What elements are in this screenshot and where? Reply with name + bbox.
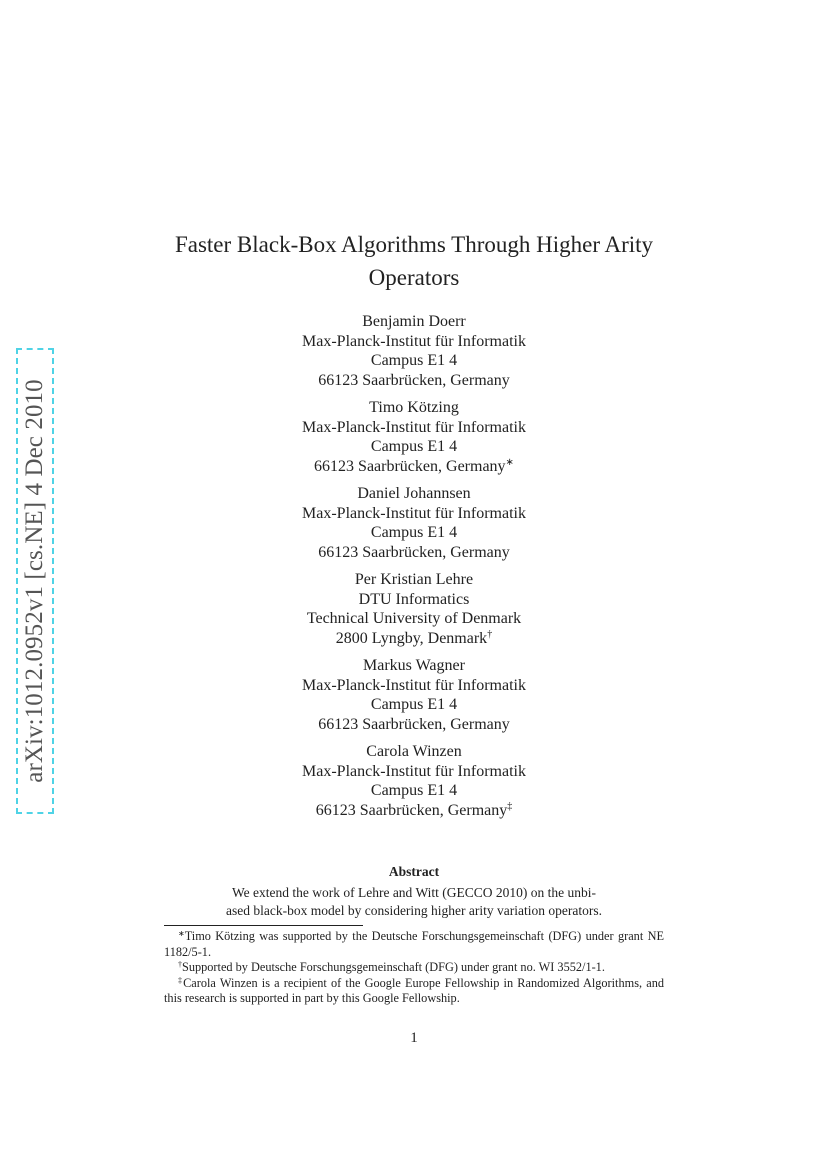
footnote-mark: ‡ [178,975,184,985]
author-affiliation: Max-Planck-Institut für Informatik [302,762,526,780]
author-affiliation: Max-Planck-Institut für Informatik [302,418,526,436]
author-block [200,312,628,390]
footnote-text: Supported by Deutsche Forschungsgemeinschaft (DFG) under grant no. WI 3552/1-1. [182,960,605,974]
author-address: Campus E1 4 [370,782,458,799]
author-affiliation: Max-Planck-Institut für Informatik [302,332,526,350]
page-number: 1 [410,1030,418,1046]
author-name: Daniel Johannsen [357,485,471,502]
abstract-line-1: We extend the work of Lehre and Witt (GECCO 2010) on the unbi- [231,885,597,900]
paper-title [150,228,678,294]
author-block [200,656,628,734]
arxiv-stamp [16,348,54,814]
author-list [200,312,628,828]
author-name: Markus Wagner [363,657,465,674]
footnote-mark: ∗ [178,929,185,938]
author-affiliation: Max-Planck-Institut für Informatik [302,504,526,522]
author-block [200,484,628,562]
author-city: 66123 Saarbrücken, Germany∗ [314,456,514,475]
author-block [200,570,628,648]
author-city: 2800 Lyngby, Denmark† [335,628,493,647]
author-block [200,742,628,820]
author-city: 66123 Saarbrücken, Germany [318,543,510,561]
footnote [164,929,664,960]
footnotes [164,929,664,1007]
footnote-mark: ‡ [507,800,513,812]
footnote-mark: ∗ [505,456,514,468]
author-city: 66123 Saarbrücken, Germany [318,715,510,733]
arxiv-identifier: arXiv:1012.0952v1 [cs.NE] 4 Dec 2010 [21,379,48,783]
author-affiliation: DTU Informatics [358,590,470,608]
footnote-mark: † [178,960,182,969]
footnote [164,960,664,976]
author-name: Per Kristian Lehre [354,571,474,588]
abstract-line-2: ased black-box model by considering higher arity variation operators. [225,903,602,918]
author-city: 66123 Saarbrücken, Germany‡ [315,800,513,819]
author-address: Campus E1 4 [370,696,458,713]
abstract-heading: Abstract [388,864,440,879]
author-address: Technical University of Denmark [306,610,522,627]
author-address: Campus E1 4 [370,352,458,369]
author-affiliation: Max-Planck-Institut für Informatik [302,676,526,694]
author-name: Benjamin Doerr [362,313,466,330]
footnote-mark: † [487,628,493,640]
paper-title-line-1: Faster Black-Box Algorithms Through Higher Arity [174,232,654,257]
footnote [164,976,664,1007]
author-name: Carola Winzen [366,743,462,760]
footnote-text: Carola Winzen is a recipient of the Google Europe Fellowship in Randomized Algorithms, and this research is supported in part by this Google Fellowship. [164,975,664,1005]
author-block [200,398,628,476]
footnote-divider [164,925,363,926]
author-address: Campus E1 4 [370,438,458,455]
author-name: Timo Kötzing [369,399,459,416]
author-address: Campus E1 4 [370,524,458,541]
abstract-text [214,884,614,920]
footnote-text: Timo Kötzing was supported by the Deutsche Forschungsgemeinschaft (DFG) under grant NE 1182/5-1. [164,929,664,959]
author-city: 66123 Saarbrücken, Germany [318,371,510,389]
paper-title-line-2: Operators [368,265,460,290]
